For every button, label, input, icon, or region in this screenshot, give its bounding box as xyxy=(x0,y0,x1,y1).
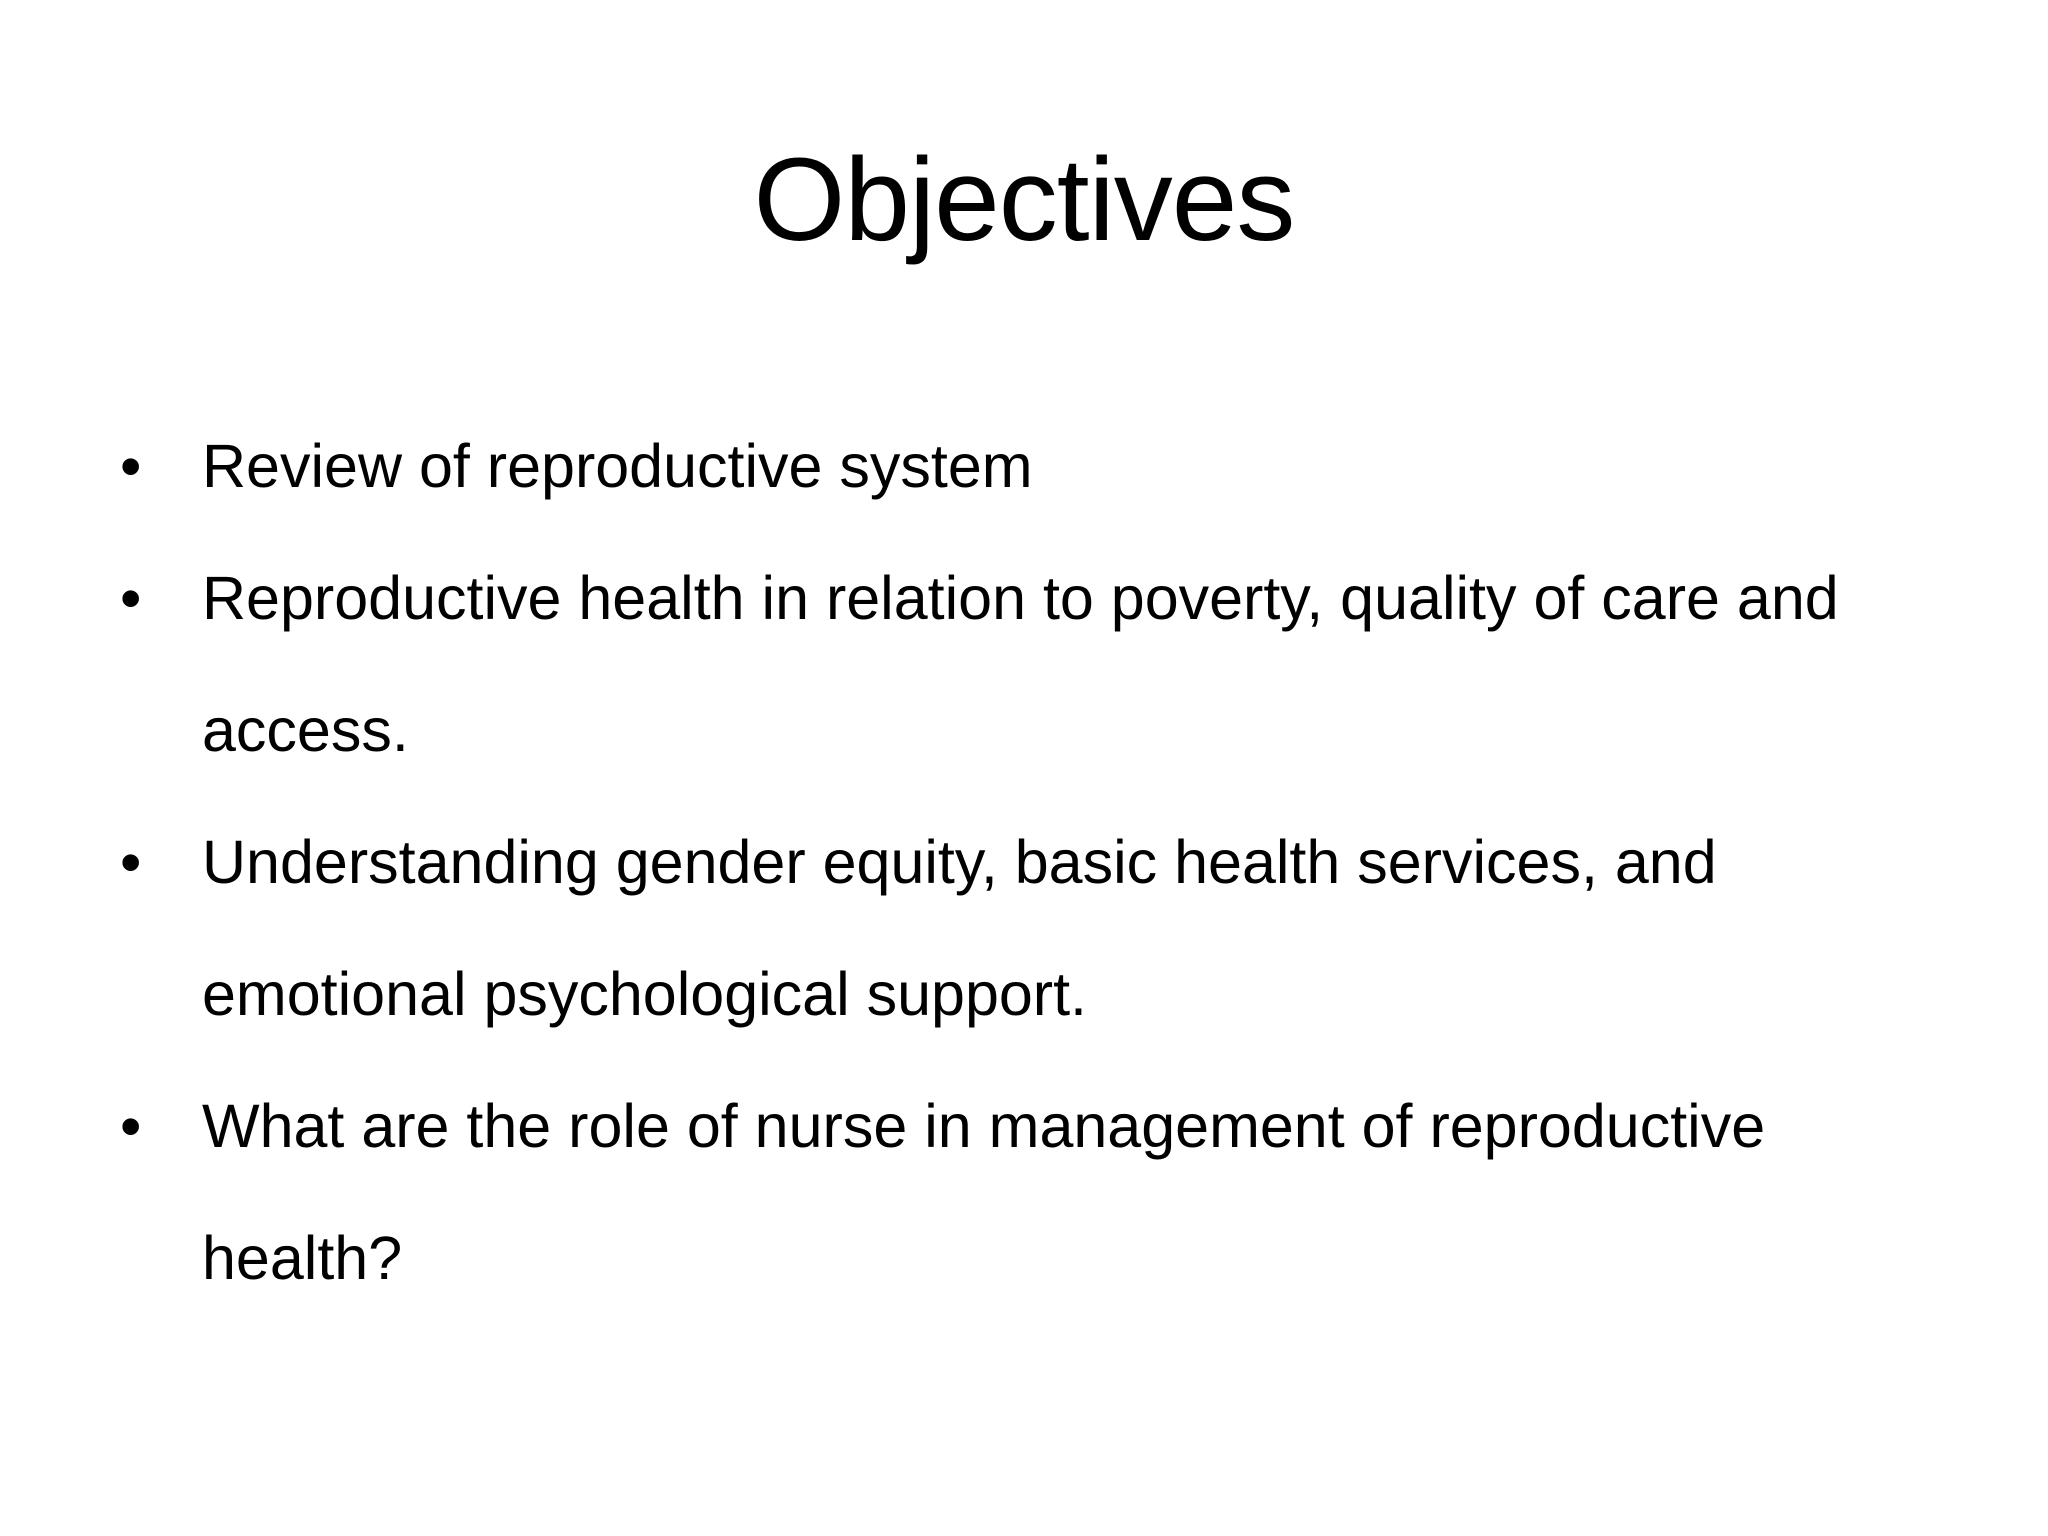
list-item xyxy=(120,1060,1980,1324)
bullet-icon: • xyxy=(120,828,142,896)
bullet-icon: • xyxy=(120,432,142,500)
bullet-text: Reproductive health in relation to poverty, quality of care and access. xyxy=(202,564,1839,764)
bullet-text: Review of reproductive system xyxy=(202,432,1033,500)
bullet-text: What are the role of nurse in management of reproductive health? xyxy=(202,1092,1766,1292)
objectives-list xyxy=(120,400,1980,1324)
bullet-text: Understanding gender equity, basic health services, and emotional psychological support. xyxy=(202,828,1717,1028)
list-item xyxy=(120,532,1980,796)
slide-title: Objectives xyxy=(753,134,1295,266)
list-item xyxy=(120,400,1980,532)
list-item xyxy=(120,796,1980,1060)
bullet-icon: • xyxy=(120,564,142,632)
bullet-icon: • xyxy=(120,1092,142,1160)
